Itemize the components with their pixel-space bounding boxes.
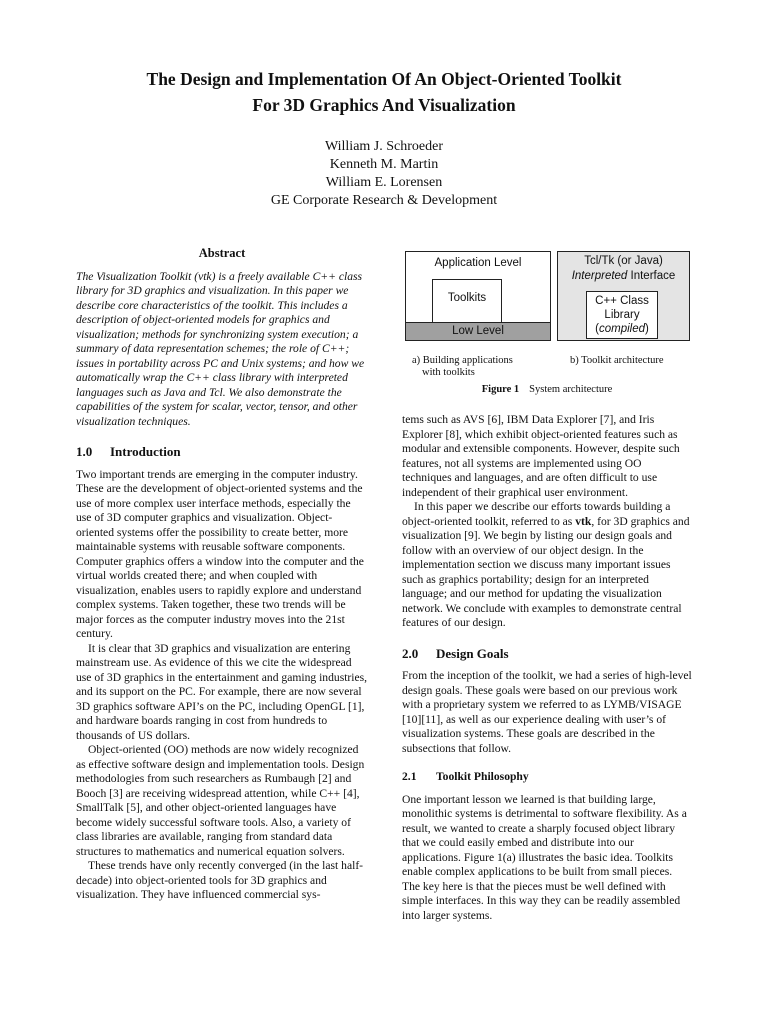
intro-paragraph-1: Two important trends are emerging in the computer industry. These are the development of object-oriented systems and the use of more complex user interface methods, especially the use of 3D computer graphics and visualization. Object-oriented systems offer the possibility to create better, more maintainable systems with reusable software components. Computer graphics offers a window into the computer and the virtual worlds created there; and when coupled with visualization, enables users to rapidly explore and understand complex systems. Taken together, these two trends will be major forces as the computer industry moves into the 21st century. [76, 467, 364, 640]
author-3: William E. Lorensen [325, 175, 443, 190]
intro-paragraph-3: Object-oriented (OO) methods are now widely recognized as effective software design and implementation tools. Design methodologies from such researchers as Rumbaugh [2] and Booch [3] are receiving widespread attention, while C++ [4], SmallTalk [5], and other object-oriented languages have become widely successful software tools. Also, a variety of class libraries are available, ranging from standard data structures to mathematics and numerical equation solvers. [76, 743, 365, 858]
intro-paragraph-5 [402, 500, 692, 631]
p5-before: In this paper we describe our efforts towards building a object-oriented toolkit, referred to as [402, 500, 671, 528]
caption-a [412, 355, 513, 378]
cpp-line-1: C++ Class [595, 295, 649, 307]
title-line-2: For 3D Graphics And Visualization [252, 95, 516, 115]
cpp-library-box [586, 291, 658, 339]
figure-label: Figure 1 [481, 384, 520, 395]
subsection-heading-toolkit-philosophy [402, 770, 692, 785]
intro-paragraph-4: These trends have only recently converged (in the last half-decade) into object-oriented tools for 3D graphics and visualization. They have influenced commercial sys- [76, 859, 364, 901]
figure-title: System architecture [529, 384, 613, 395]
section-heading-introduction [76, 445, 368, 460]
section-number: 1.0 [76, 444, 93, 459]
philosophy-paragraph-1: One important lesson we learned is that building large, monolithic systems is detrimental to software flexibility. As a result, we wanted to create a sharply focused object library that we could easily embed and distribute into our applications. Figure 1(a) illustrates the basic idea. Toolkits enable complex applications to be built from small pieces. The key here is that the pieces must be well defined with simple interfaces. In this way they can be readily assembled into larger systems. [402, 792, 687, 922]
compiled-word: compiled [598, 323, 646, 335]
abstract-text: The Visualization Toolkit (vtk) is a freely available C++ class library for 3D graphics and visualization. In this paper we describe core characteristics of the toolkit. This includes a description of object-oriented models for graphics and visualization; methods for synchronizing system execution; a summary of data representation schemes; the role of C++; issues in portability across PC and Unix systems; and how we automatically wrap the C++ class library with interpreted languages such as Java and Tcl. We also demonstrate the capabilities of the system for scalar, vector, tensor, and other visualization techniques. [76, 269, 365, 428]
toolkits-box [432, 279, 502, 324]
author-1: William J. Schroeder [324, 139, 443, 154]
title-line-1: The Design and Implementation Of An Object-Oriented Toolkit [146, 69, 622, 89]
section-number: 2.0 [402, 645, 419, 661]
intro-continuation: tems such as AVS [6], IBM Data Explorer [7], and Iris Explorer [8], which exhibit object-oriented features such as modular and extensible components. However, despite such features, not all systems are implemented using OO techniques and languages, and are often difficult to use independent of their graphical user environment. [402, 413, 680, 499]
application-level-label: Application Level [434, 257, 522, 269]
vtk-bold: vtk [575, 514, 592, 528]
cpp-line-3: (compiled) [595, 323, 649, 335]
toolkits-label: Toolkits [447, 292, 487, 304]
interpreted-word: Interpreted [571, 270, 628, 282]
abstract-heading: Abstract [198, 246, 246, 260]
low-level-box [405, 322, 551, 341]
author-2: Kenneth M. Martin [329, 157, 439, 172]
left-column [76, 246, 368, 903]
figure-1-caption [402, 384, 692, 395]
caption-b: b) Toolkit architecture [570, 355, 664, 366]
caption-a-line-1: a) Building applications [412, 355, 513, 366]
section-title: Introduction [110, 444, 181, 459]
interpreted-line-1: Tcl/Tk (or Java) [584, 255, 663, 267]
figure-1 [402, 250, 694, 400]
interface-word: Interface [627, 270, 676, 282]
subsection-number: 2.1 [402, 770, 417, 783]
intro-paragraph-2: It is clear that 3D graphics and visualization are entering mainstream use. As evidence of this we cite the widespread use of 3D graphics in the entertainment and gaming industries, and its support on the PC. For example, there are now several 3D graphics software API’s on the PC, including OpenGL [1], and hardware boards ranging in cost from hundreds to thousands of US dollars. [76, 641, 368, 742]
paper-title [0, 66, 768, 118]
design-paragraph-1: From the inception of the toolkit, we had a series of high-level design goals. These goals were based on our previous work with a proprietary system we referred to as LYMB/VISAGE [10][11], as well as our experience dealing with user’s of visualization systems. These goals are described in the subsections that follow. [402, 669, 692, 755]
right-column [402, 413, 692, 923]
section-title: Design Goals [436, 645, 509, 661]
p5-after: , for 3D graphics and visualization [9]. We begin by listing our design goals and follow with an overview of our object design. In the implementation section we discuss many important issues such as graphics portability; design for an interpreted language; and our method for updating the visualization network. We conclude with examples to demonstrate central features of our design. [402, 514, 690, 629]
author-block [0, 138, 768, 210]
section-heading-design-goals [402, 647, 692, 662]
affiliation: GE Corporate Research & Development [270, 193, 498, 208]
subsection-title: Toolkit Philosophy [436, 770, 529, 783]
interpreted-line-2 [558, 269, 689, 284]
caption-a-line-2: with toolkits [422, 366, 475, 378]
low-level-label: Low Level [452, 325, 504, 337]
cpp-line-2: Library [604, 309, 640, 321]
